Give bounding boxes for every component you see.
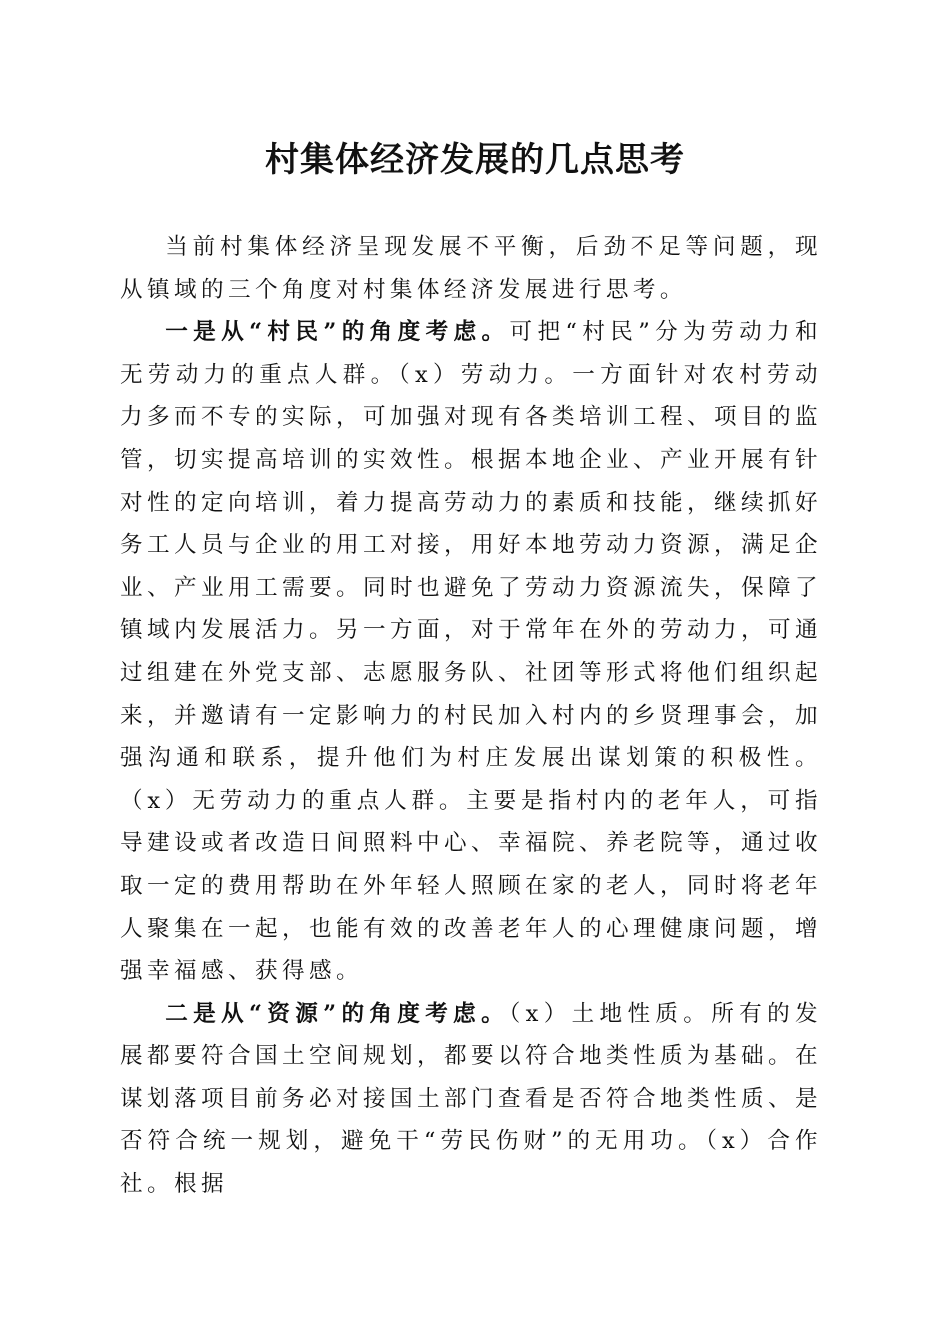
document-body [120,226,822,1206]
document-title: 村集体经济发展的几点思考 [265,140,685,180]
paragraph-villagers [120,311,822,993]
paragraph-heading: 二是从“资源”的角度考虑。 [165,1000,509,1027]
paragraph-text: （x）土地性质。所有的发展都要符合国土空间规划，都要以符合地类性质为基础。在谋划落项目前务必对接国土部门查看是否符合地类性质、是否符合统一规划，避免干“劳民伤财”的无用功。（x）合作社。根据 [120,1000,822,1198]
paragraph-text: 当前村集体经济呈现发展不平衡，后劲不足等问题，现从镇域的三个角度对村集体经济发展进行思考。 [120,234,822,303]
paragraph-intro [120,226,822,311]
paragraph-heading: 一是从“村民”的角度考虑。 [165,319,510,346]
paragraph-resources [120,993,822,1206]
paragraph-text: 可把“村民”分为劳动力和无劳动力的重点人群。（x）劳动力。一方面针对农村劳动力多而不专的实际，可加强对现有各类培训工程、项目的监管，切实提高培训的实效性。根据本地企业、产业开展有针对性的定向培训，着力提高劳动力的素质和技能，继续抓好务工人员与企业的用工对接，用好本地劳动力资源，满足企业、产业用工需要。同时也避免了劳动力资源流失，保障了镇域内发展活力。另一方面，对于常年在外的劳动力，可通过组建在外党支部、志愿服务队、社团等形式将他们组织起来，并邀请有一定影响力的村民加入村内的乡贤理事会，加强沟通和联系，提升他们为村庄发展出谋划策的积极性。（x）无劳动力的重点人群。主要是指村内的老年人，可指导建设或者改造日间照料中心、幸福院、养老院等，通过收取一定的费用帮助在外年轻人照顾在家的老人，同时将老年人聚集在一起，也能有效的改善老年人的心理健康问题，增强幸福感、获得感。 [120,319,822,985]
